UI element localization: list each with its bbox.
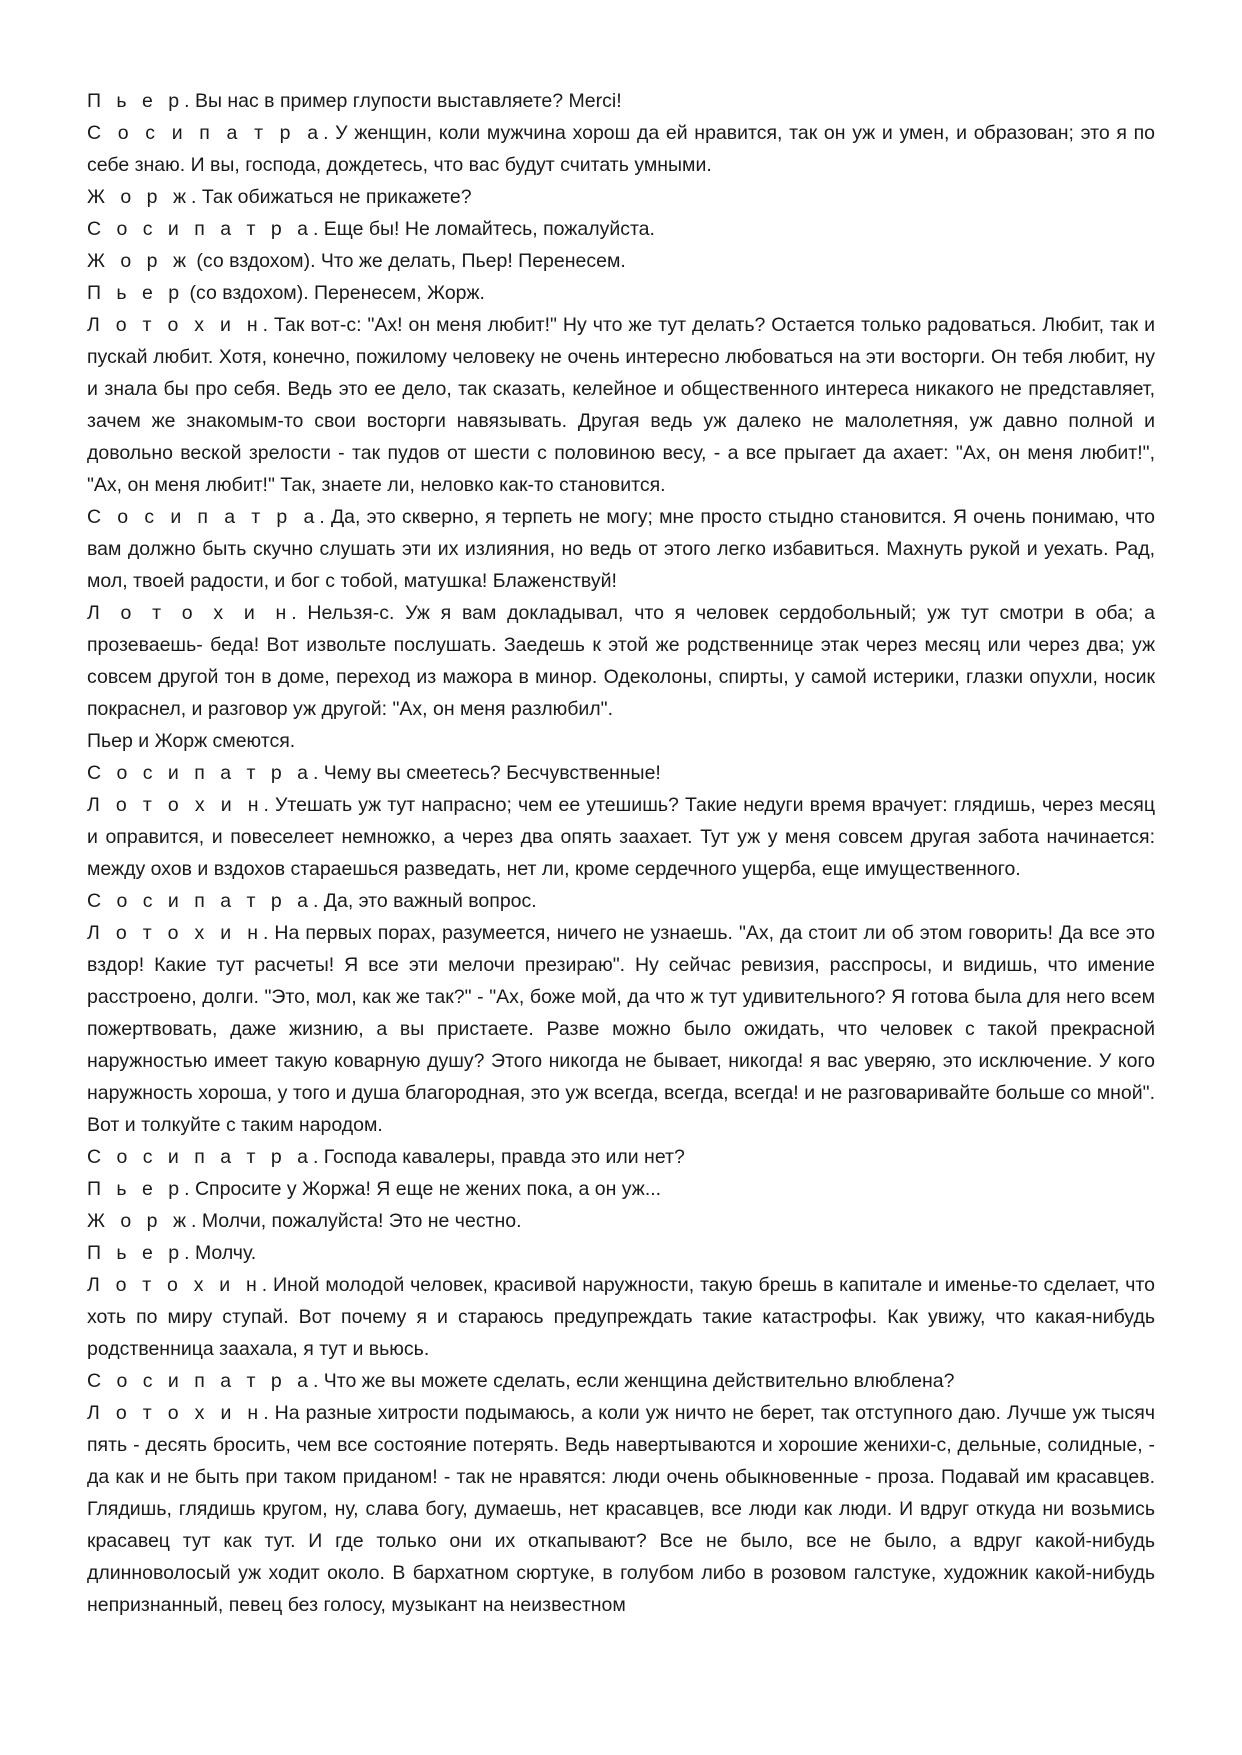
speaker-name: Л о т о х и н — [87, 602, 292, 624]
paragraph-text: . Что же вы можете сделать, если женщина действительно влюблена? — [312, 1370, 955, 1392]
speaker-name: С о с и п а т р а — [87, 218, 313, 240]
speaker-name: С о с и п а т р а — [87, 1370, 313, 1392]
paragraph-text: (со вздохом). Перенесем, Жорж. — [184, 282, 485, 304]
paragraph — [87, 1173, 1155, 1205]
paragraph — [87, 1365, 1155, 1397]
paragraph — [87, 181, 1155, 213]
paragraph-text: . Вы нас в пример глупости выставляете? Merci! — [184, 90, 622, 112]
paragraph — [87, 245, 1155, 277]
speaker-name: П ь е р — [87, 1178, 185, 1200]
paragraph — [87, 1205, 1155, 1237]
speaker-name: П ь е р — [87, 1242, 185, 1264]
speaker-name: С о с и п а т р а — [87, 762, 313, 784]
paragraph — [87, 1397, 1155, 1621]
paragraph-text: . Господа кавалеры, правда это или нет? — [312, 1146, 685, 1168]
paragraph-text: (со вздохом). Что же делать, Пьер! Перенесем. — [191, 250, 626, 272]
paragraph — [87, 1141, 1155, 1173]
document-page — [87, 85, 1155, 1621]
paragraph-text: . Так вот-с: "Ах! он меня любит!" Ну что же тут делать? Остается только радоваться. Любит, так и пускай любит. Хотя, конечно, пожилому человеку не очень интересно любоваться на эти восторги. Он тебя любит, ну и знала бы про себя. Ведь это ее дело, так сказать, келейное и общественного интереса никакого не представляет, зачем же знакомым-то свои восторги навязывать. Другая ведь уж далеко не малолетняя, уж давно полной и довольно веской зрелости - так пудов от шести с половиною весу, - а все прыгает да ахает: "Ах, он меня любит!", "Ах, он меня любит!" Так, знаете ли, неловко как-то становится. — [87, 314, 1155, 496]
paragraph-text: . У женщин, коли мужчина хорош да ей нравится, так он уж и умен, и образован; это я по себе знаю. И вы, господа, дождетесь, что вас будут считать умными. — [87, 122, 1156, 176]
speaker-name: С о с и п а т р а — [87, 890, 313, 912]
paragraph — [87, 501, 1155, 597]
paragraph-text: . Да, это важный вопрос. — [312, 890, 537, 912]
paragraph-text: . Да, это скверно, я терпеть не могу; мне просто стыдно становится. Я очень понимаю, что вам должно быть скучно слушать эти их излияния, но ведь от этого легко избавиться. Махнуть рукой и уехать. Рад, мол, твоей радости, и бог с тобой, матушка! Блаженствуй! — [87, 506, 1156, 592]
paragraph — [87, 885, 1155, 917]
speaker-name: Ж о р ж — [87, 1210, 191, 1232]
speaker-name: Л о т о х и н — [87, 1402, 264, 1424]
paragraph-text: . Так обижаться не прикажете? — [191, 186, 472, 208]
paragraph — [87, 213, 1155, 245]
speaker-name: Л о т о х и н — [87, 314, 263, 336]
speaker-name: С о с и п а т р а — [87, 506, 320, 528]
paragraph-text: . Спросите у Жоржа! Я еще не жених пока, а он уж... — [184, 1178, 662, 1200]
paragraph-text: Пьер и Жорж смеются. — [87, 730, 296, 752]
paragraph — [87, 277, 1155, 309]
speaker-name: П ь е р — [87, 282, 185, 304]
speaker-name: Л о т о х и н — [87, 794, 264, 816]
paragraph-text: . Молчи, пожалуйста! Это не честно. — [191, 1210, 522, 1232]
paragraph — [87, 85, 1155, 117]
paragraph — [87, 1237, 1155, 1269]
paragraph-text: . Еще бы! Не ломайтесь, пожалуйста. — [312, 218, 655, 240]
speaker-name: Ж о р ж — [87, 186, 191, 208]
paragraph-text: . Чему вы смеетесь? Бесчувственные! — [312, 762, 661, 784]
paragraph — [87, 1269, 1155, 1365]
paragraph — [87, 917, 1155, 1141]
speaker-name: П ь е р — [87, 90, 185, 112]
paragraph-text: . На первых порах, разумеется, ничего не узнаешь. "Ах, да стоит ли об этом говорить! Да все это вздор! Какие тут расчеты! Я все эти мелочи презираю". Ну сейчас ревизия, расспросы, и видишь, что имение расстроено, долги. "Это, мол, как же так?" - "Ах, боже мой, да что ж тут удивительного? Я готова была для него всем пожертвовать, даже жизнию, а вы пристаете. Разве можно было ожидать, что человек с такой прекрасной наружностью имеет такую коварную душу? Этого никогда не бывает, никогда! я вас уверяю, это исключение. У кого наружность хороша, у того и душа благородная, это уж всегда, всегда, всегда! и не разговаривайте больше со мной". Вот и толкуйте с таким народом. — [87, 922, 1156, 1136]
paragraph — [87, 789, 1155, 885]
speaker-name: С о с и п а т р а — [87, 122, 324, 144]
paragraph — [87, 309, 1155, 501]
speaker-name: С о с и п а т р а — [87, 1146, 313, 1168]
paragraph-text: . Молчу. — [184, 1242, 257, 1264]
paragraph-text: . На разные хитрости подымаюсь, а коли уж ничто не берет, так отступного даю. Лучше уж тысяч пять - десять бросить, чем все состояние потерять. Ведь навертываются и хорошие женихи-с, дельные, солидные, - да как и не быть при таком приданом! - так не нравятся: люди очень обыкновенные - проза. Подавай им красавцев. Глядишь, глядишь кругом, ну, слава богу, думаешь, нет красавцев, все люди как люди. И вдруг откуда ни возьмись красавец тут как тут. И где только они их откапывают? Все не было, все не было, а вдруг какой-нибудь длинноволосый уж ходит около. В бархатном сюртуке, в голубом либо в розовом галстуке, художник какой-нибудь непризнанный, певец без голосу, музыкант на неизвестном — [87, 1402, 1155, 1616]
paragraph-text: . Нельзя-с. Уж я вам докладывал, что я человек сердобольный; уж тут смотри в оба; а прозеваешь- беда! Вот извольте послушать. Заедешь к этой же родственнице этак через месяц или через два; уж совсем другой тон в доме, переход из мажора в минор. Одеколоны, спирты, у самой истерики, глазки опухли, носик покраснел, и разговор уж другой: "Ах, он меня разлюбил". — [87, 602, 1155, 720]
paragraph-text: . Иной молодой человек, красивой наружности, такую брешь в капитале и именье-то сделает, что хоть по миру ступай. Вот почему я и стараюсь предупреждать такие катастрофы. Как увижу, что какая-нибудь родственница заахала, я тут и вьюсь. — [87, 1274, 1155, 1360]
paragraph-text: . Утешать уж тут напрасно; чем ее утешишь? Такие недуги время врачует: глядишь, через месяц и оправится, и повеселеет немножко, а через два опять заахает. Тут уж у меня совсем другая забота начинается: между охов и вздохов стараешься разведать, нет ли, кроме сердечного ущерба, еще имущественного. — [87, 794, 1155, 880]
speaker-name: Л о т о х и н — [87, 1274, 262, 1296]
speaker-name: Ж о р ж — [87, 250, 191, 272]
speaker-name: Л о т о х и н — [87, 922, 263, 944]
paragraph — [87, 757, 1155, 789]
paragraph — [87, 117, 1155, 181]
paragraph — [87, 597, 1155, 725]
stage-direction — [87, 725, 1155, 757]
